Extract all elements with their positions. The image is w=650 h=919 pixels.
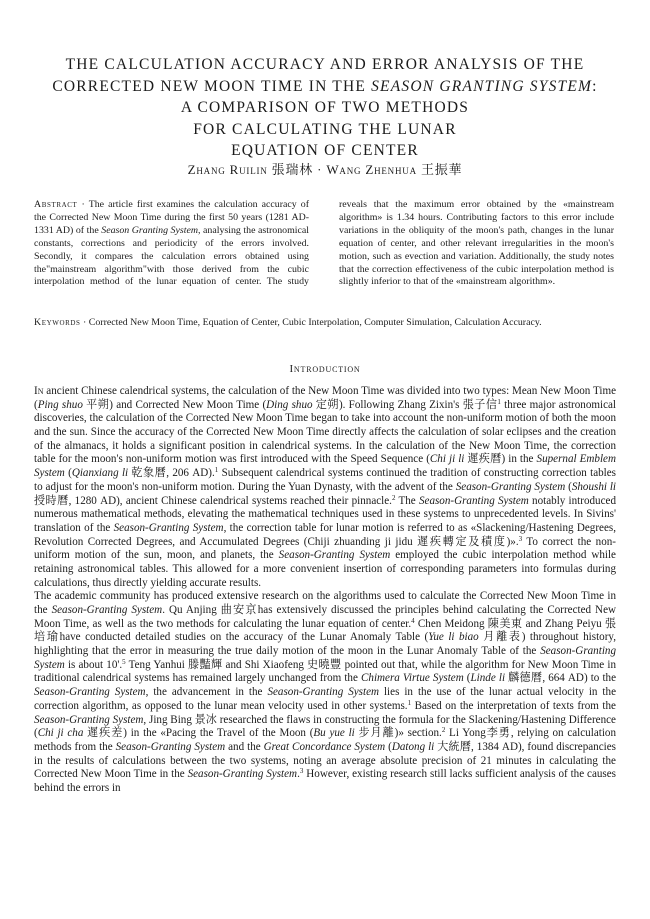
drop-initial: In bbox=[34, 385, 44, 397]
authors-line bbox=[30, 159, 620, 178]
text-run: 授時曆, 1280 AD), ancient Chinese calendrical systems reached their pinnacle. bbox=[34, 494, 392, 507]
text-run: ( bbox=[385, 740, 392, 753]
italic-run: Season-Granting System bbox=[113, 521, 224, 534]
keywords bbox=[34, 316, 630, 329]
italic-run: Ping shuo bbox=[37, 398, 83, 411]
text-run: 定朔). Following Zhang Zixin's 張子信 bbox=[312, 398, 498, 411]
keywords-text: Corrected New Moon Time, Equation of Center, Cubic Interpolation, Computer Simulation, Calculation Accuracy. bbox=[88, 317, 542, 328]
italic-run: Season-Granting System bbox=[51, 604, 163, 616]
footnote-ref[interactable]: 3 bbox=[299, 767, 304, 776]
footnote-ref[interactable]: 5 bbox=[122, 657, 126, 666]
footnote-ref[interactable]: 3 bbox=[518, 534, 523, 543]
footnote-ref[interactable]: 2 bbox=[441, 726, 446, 735]
text-run: Li Yong李勇, relying on calculation methods from the bbox=[34, 727, 616, 753]
keywords-separator: · bbox=[83, 317, 87, 328]
paragraph-1 bbox=[34, 385, 616, 590]
section-heading: Introduction bbox=[289, 363, 361, 375]
italic-run: Chimera Virtue System bbox=[361, 672, 464, 685]
italic-run: Season-Granting System bbox=[187, 768, 298, 781]
italic-run: Season-Granting System bbox=[34, 686, 146, 699]
footnote-ref[interactable]: 2 bbox=[391, 493, 396, 502]
italic-run: Ding shuo bbox=[266, 398, 313, 411]
text-run: 遲疾差) in the «Pacing the Travel of the Moon ( bbox=[83, 727, 314, 740]
text-run: To correct the non-uniform motion of the sun, moon, and planets, the bbox=[34, 535, 616, 562]
title-line-3: A COMPARISON OF TWO METHODS bbox=[180, 99, 470, 117]
italic-run: Season-Granting System bbox=[278, 549, 391, 562]
author-2-chinese-name: 王振華 bbox=[420, 162, 463, 177]
text-run: ancient Chinese calendrical systems, the calculation of the New Moon Time was divided into two types: Mean New Moon Time ( bbox=[34, 385, 616, 411]
text-run: 乾象曆, 206 AD). bbox=[128, 467, 215, 480]
footnote-ref[interactable]: 4 bbox=[411, 616, 415, 625]
italic-run: Season-Granting System bbox=[418, 494, 529, 507]
text-run: 遲疾曆) in the bbox=[464, 453, 537, 466]
footnote-ref[interactable]: 1 bbox=[407, 698, 412, 707]
text-run: ( bbox=[463, 672, 471, 685]
text-run: ( bbox=[64, 467, 72, 480]
text-run: . bbox=[297, 768, 300, 781]
abstract-label: Abstract bbox=[34, 199, 78, 210]
title-line-2-italic: SEASON GRANTING SYSTEM bbox=[371, 77, 593, 95]
text-run: Teng Yanhui 滕豔輝 and Shi Xiaofeng 史曉豐 pointed out that, while the algorithm for New Moon Time in traditional calendrical systems has remained largely unchanged from the bbox=[34, 658, 616, 685]
italic-run: Qianxiang li bbox=[71, 467, 129, 480]
text-run: , Jing Bing 景冰 researched the flaws in constructing the formula for the Slackening/Hastening Difference ( bbox=[34, 713, 616, 740]
italic-run: Season-Granting System bbox=[34, 713, 144, 726]
abstract-text-1: The article first examines the calculation accuracy of the Corrected New Moon Time during the first 50 years (1281 AD-1331 AD) of the bbox=[34, 199, 309, 236]
text-run: . Qu Anjing 曲安京has extensively discussed the principles behind calculating the Corrected New Moon Time, as well as the two methods for calculating the lunar equation of center. bbox=[34, 604, 617, 630]
text-run: and the bbox=[225, 740, 264, 753]
text-run: 平朔) and Corrected New Moon Time ( bbox=[82, 398, 267, 411]
footnote-ref[interactable]: 1 bbox=[497, 397, 501, 406]
footnote-ref[interactable]: 1 bbox=[214, 466, 219, 475]
title-line-1: THE CALCULATION ACCURACY AND ERROR ANALYSIS OF THE bbox=[65, 56, 585, 74]
abstract-italic-1: Season Granting System bbox=[101, 224, 198, 236]
text-run: The academic community has produced extensive research on the algorithms used to calculate the Corrected New Moon Time in the bbox=[34, 590, 616, 616]
text-run: Chen Meidong 陳美東 and Zhang Peiyu 張培瑜have conducted detailed studies on the accuracy of the Lunar Anomaly Table ( bbox=[34, 617, 616, 644]
text-run: ( bbox=[565, 480, 572, 493]
italic-run: Chi ji cha bbox=[37, 727, 84, 740]
text-run: lies in the use of the lunar actual velocity in the correction algorithm, as opposed to the lunar mean velocity used in other systems. bbox=[34, 686, 616, 712]
italic-run: Shoushi li bbox=[571, 480, 616, 493]
italic-run: Bu yue li bbox=[313, 727, 355, 740]
text-run: employed the cubic interpolation method while retaining astronomical tables. This allowed for a more convenient insertion of corresponding parameters into formulas during calculations, thus directly yielding accurate results. bbox=[34, 549, 616, 589]
italic-run: Chi ji li bbox=[429, 453, 465, 466]
italic-run: Season-Granting System bbox=[115, 740, 226, 753]
italic-run: Datong li bbox=[391, 740, 435, 753]
title-line-5: EQUATION OF CENTER bbox=[231, 142, 419, 160]
italic-run: Great Concordance System bbox=[263, 740, 386, 753]
italic-run: Season-Granting System bbox=[267, 686, 380, 699]
italic-run: Season-Granting System bbox=[455, 480, 566, 493]
title-line-2-colon: : bbox=[592, 77, 598, 95]
author-1-chinese-name: 張瑞林 bbox=[271, 162, 314, 177]
abstract-text-2: , analysing the astronomical constants, corrections and periodicity of the errors involved. Secondly, it compares the calculation errors obtained using the"mainstream algorithm"with those derived from the cubic interpolation method of the lunar equation of center. The study reveals that the maximum error obtained by the «mainstream algorithm» is 1.34 hours. Contributing factors to this error include variations in the obliquity of the moon's path, changes in the lunar equation of center, and other relevant irregularities in the moon's motion, such as evection and variation. Additionally, the study notes that the correction effectiveness of the cubic interpolation method is slightly inferior to that of the «mainstream algorithm». bbox=[34, 199, 614, 288]
paragraph-2 bbox=[34, 590, 616, 795]
keywords-label: Keywords bbox=[34, 317, 81, 328]
text-run: 步月離)» section. bbox=[354, 727, 442, 740]
text-run: is about 10'. bbox=[64, 658, 123, 671]
text-run: 麟德曆, 664 AD) to the bbox=[505, 672, 616, 685]
text-run: 月離表) throughout history, highlighting that the error in measuring the true daily motion of the moon in the Lunar Anomaly Table of the bbox=[34, 631, 616, 658]
text-run: The bbox=[395, 494, 419, 507]
italic-run: Supernal Emblem System bbox=[34, 453, 616, 480]
article-title bbox=[30, 54, 620, 162]
text-run: Subsequent calendrical systems continued the tradition of constructing correction tables to adjust for the moon's non-uniform motion. During the Yuan Dynasty, with the advent of the bbox=[34, 467, 616, 493]
text-run: three major astronomical discoveries, the calculation of the Corrected New Moon Time began to take into account the non-uniform motion of both the moon and the sun. Since the accuracy of the Corrected New Moon Time directly affects the calculation of solar eclipses and the creation of the almanacs, it holds a significant position in calendrical systems. In the calculation of the New Moon Time, the correction table for the moon's non-uniform motion was first introduced with the Speed Sequence ( bbox=[34, 398, 617, 466]
text-run: , the correction table for lunar motion is referred to as «Slackening/Hastening Degrees, Revolution Corrected Degrees, and Accumulated Degrees (Chiji zhuanding ji jidu 遲疾轉定及積度)». bbox=[34, 521, 616, 548]
italic-run: Season-Granting System bbox=[34, 645, 616, 671]
abstract-separator: · bbox=[81, 199, 85, 210]
author-separator: · bbox=[317, 162, 323, 177]
title-line-2-text: CORRECTED NEW MOON TIME IN THE bbox=[52, 77, 372, 95]
italic-run: Yue li biao bbox=[428, 631, 479, 644]
title-line-4: FOR CALCULATING THE LUNAR bbox=[193, 120, 457, 138]
article-body bbox=[34, 385, 616, 796]
text-run: Based on the interpretation of texts from the bbox=[411, 699, 616, 712]
italic-run: Linde li bbox=[470, 672, 506, 685]
text-run: notably introduced numerous mathematical methods, elevating the mathematical techniques used in these systems to unprecedented levels. In Sivins' translation of the bbox=[34, 494, 616, 534]
title-line-2 bbox=[30, 76, 620, 98]
author-1-name: Zhang Ruilin bbox=[187, 162, 268, 177]
text-run: However, existing research still lacks sufficient analysis of the causes behind the errors in bbox=[34, 768, 616, 794]
text-run: 大統曆, 1384 AD), found discrepancies in the results of calculations between the two systems, noting an average absolute precision of 21 minutes in calculating the Corrected New Moon Time in the bbox=[34, 740, 616, 781]
text-run: , the advancement in the bbox=[145, 686, 268, 699]
author-2-name: Wang Zhenhua bbox=[326, 162, 417, 177]
abstract bbox=[34, 199, 614, 304]
